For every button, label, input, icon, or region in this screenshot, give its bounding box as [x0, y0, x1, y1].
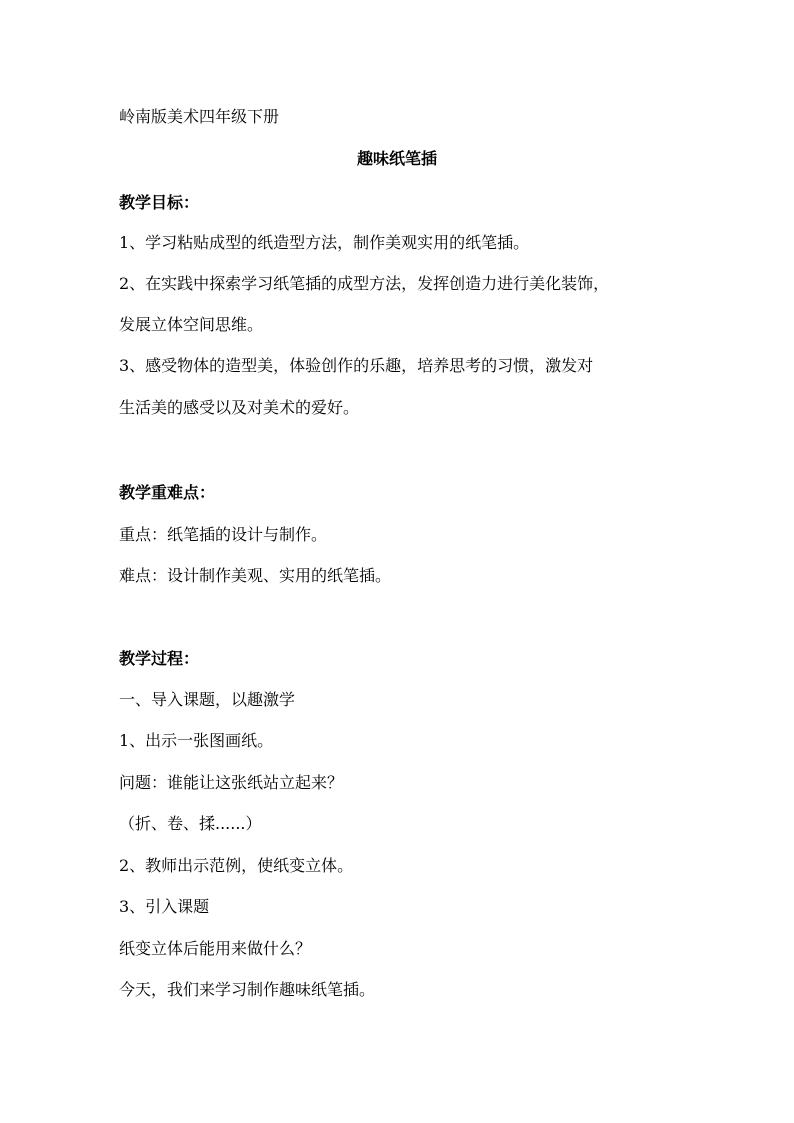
objective-2-line-2: 发展立体空间思维。: [119, 315, 264, 334]
process-question-2: 纸变立体后能用来做什么？: [119, 939, 312, 958]
objective-3-line-2: 生活美的感受以及对美术的爱好。: [119, 398, 360, 417]
objective-3-line-1: 3、感受物体的造型美，体验创作的乐趣，培养思考的习惯，激发对: [119, 356, 594, 375]
objectives-heading: 教学目标：: [119, 193, 200, 212]
keypoints-heading: 教学重难点：: [119, 483, 216, 502]
objective-2-line-1: 2、在实践中探索学习纸笔插的成型方法，发挥创造力进行美化装饰，: [119, 274, 610, 293]
keypoint-focus: 重点：纸笔插的设计与制作。: [119, 525, 328, 544]
process-section-1: 一、导入课题，以趣激学: [119, 690, 296, 709]
process-heading: 教学过程：: [119, 649, 200, 668]
process-question: 问题：谁能让这张纸站立起来？: [119, 773, 344, 792]
book-label: 岭南版美术四年级下册: [119, 107, 280, 126]
lesson-title: 趣味纸笔插: [356, 149, 437, 168]
process-step-2: 2、教师出示范例，使纸变立体。: [119, 856, 354, 875]
process-step-1: 1、出示一张图画纸。: [119, 731, 274, 750]
keypoint-difficulty: 难点：设计制作美观、实用的纸笔插。: [119, 566, 392, 585]
process-answer: （折、卷、揉......）: [119, 814, 262, 833]
objective-1: 1、学习粘贴成型的纸造型方法，制作美观实用的纸笔插。: [119, 233, 530, 252]
process-step-3: 3、引入课题: [119, 897, 210, 916]
process-intro: 今天，我们来学习制作趣味纸笔插。: [119, 980, 376, 999]
